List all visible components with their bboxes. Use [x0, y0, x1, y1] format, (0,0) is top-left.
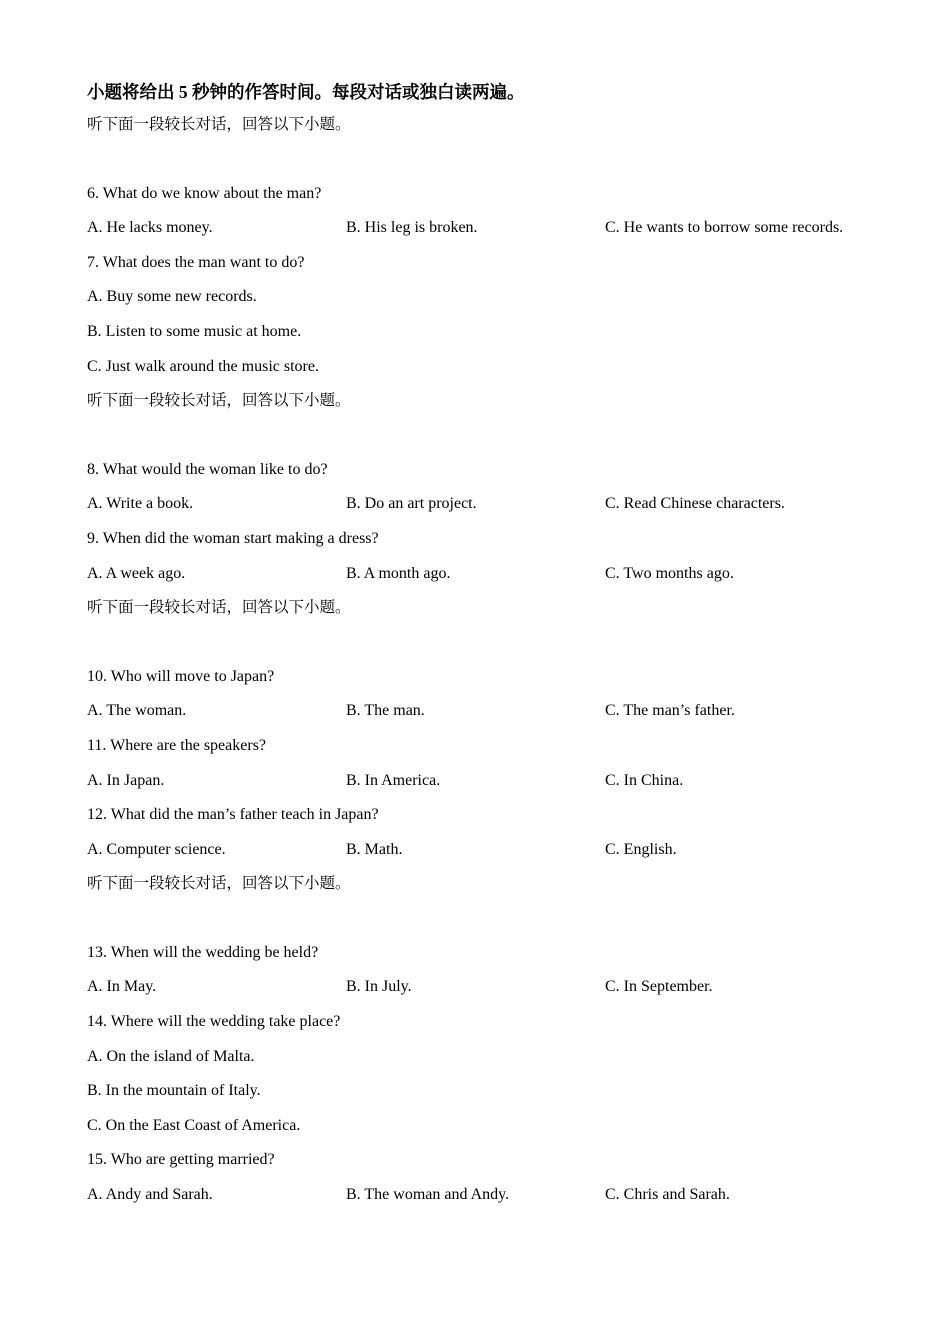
answer-option: B. In July. — [346, 978, 412, 996]
spacer — [87, 902, 887, 936]
answer-option: A. Computer science. — [87, 840, 226, 858]
answer-option: B. The woman and Andy. — [346, 1186, 510, 1204]
answer-option: A. Write a book. — [87, 495, 194, 513]
question-text: 7. What does the man want to do? — [87, 253, 305, 271]
document-page — [87, 76, 887, 1213]
question-text: 13. When will the wedding be held? — [87, 943, 319, 961]
question-text: 9. When did the woman start making a dress? — [87, 529, 379, 547]
answer-option: C. English. — [605, 840, 677, 858]
answer-option: A. In May. — [87, 978, 157, 996]
listening-instruction: 听下面一段较长对话，回答以下小题。 — [87, 392, 351, 410]
answer-options-row — [87, 1178, 887, 1213]
spacer — [87, 626, 887, 660]
answer-option: B. In the mountain of Italy. — [87, 1082, 261, 1100]
answer-option: C. Two months ago. — [605, 564, 734, 582]
answer-option: A. A week ago. — [87, 564, 186, 582]
answer-option: B. Do an art project. — [346, 495, 477, 513]
listening-instruction: 听下面一段较长对话，回答以下小题。 — [87, 875, 351, 893]
answer-option: A. Buy some new records. — [87, 288, 257, 306]
spacer — [87, 143, 887, 177]
answer-option: B. A month ago. — [346, 564, 451, 582]
answer-option: B. In America. — [346, 771, 441, 789]
answer-options-row — [87, 211, 887, 246]
answer-option: B. His leg is broken. — [346, 219, 478, 237]
question-text: 11. Where are the speakers? — [87, 736, 267, 754]
answer-options-row — [87, 833, 887, 868]
answer-option: C. Just walk around the music store. — [87, 357, 319, 375]
answer-option: C. Read Chinese characters. — [605, 495, 785, 513]
question-text: 10. Who will move to Japan? — [87, 667, 275, 685]
answer-option: C. He wants to borrow some records. — [605, 219, 844, 237]
section-header: 小题将给出 5 秒钟的作答时间。每段对话或独白读两遍。 — [87, 82, 525, 102]
listening-instruction: 听下面一段较长对话，回答以下小题。 — [87, 599, 351, 617]
listening-instruction: 听下面一段较长对话，回答以下小题。 — [87, 116, 351, 133]
answer-option: B. Math. — [346, 840, 403, 858]
question-text: 8. What would the woman like to do? — [87, 460, 328, 478]
question-text: 14. Where will the wedding take place? — [87, 1013, 341, 1031]
answer-option: C. Chris and Sarah. — [605, 1186, 730, 1204]
answer-option: B. Listen to some music at home. — [87, 322, 302, 340]
answer-option: A. He lacks money. — [87, 219, 213, 237]
question-text: 15. Who are getting married? — [87, 1151, 275, 1169]
question-list — [87, 108, 887, 1213]
answer-option: C. The man’s father. — [605, 702, 735, 720]
answer-option: A. Andy and Sarah. — [87, 1186, 213, 1204]
answer-option: C. In China. — [605, 771, 684, 789]
answer-option: A. In Japan. — [87, 771, 165, 789]
question-text: 6. What do we know about the man? — [87, 184, 322, 202]
answer-option: C. In September. — [605, 978, 713, 996]
answer-option: C. On the East Coast of America. — [87, 1116, 301, 1134]
answer-option: A. The woman. — [87, 702, 187, 720]
question-text: 12. What did the man’s father teach in Japan? — [87, 806, 379, 824]
answer-option: A. On the island of Malta. — [87, 1047, 255, 1065]
answer-options-row — [87, 557, 887, 592]
spacer — [87, 419, 887, 453]
answer-option: B. The man. — [346, 702, 425, 720]
answer-options-row — [87, 970, 887, 1005]
answer-options-row — [87, 694, 887, 729]
answer-options-row — [87, 487, 887, 522]
answer-options-row — [87, 764, 887, 799]
